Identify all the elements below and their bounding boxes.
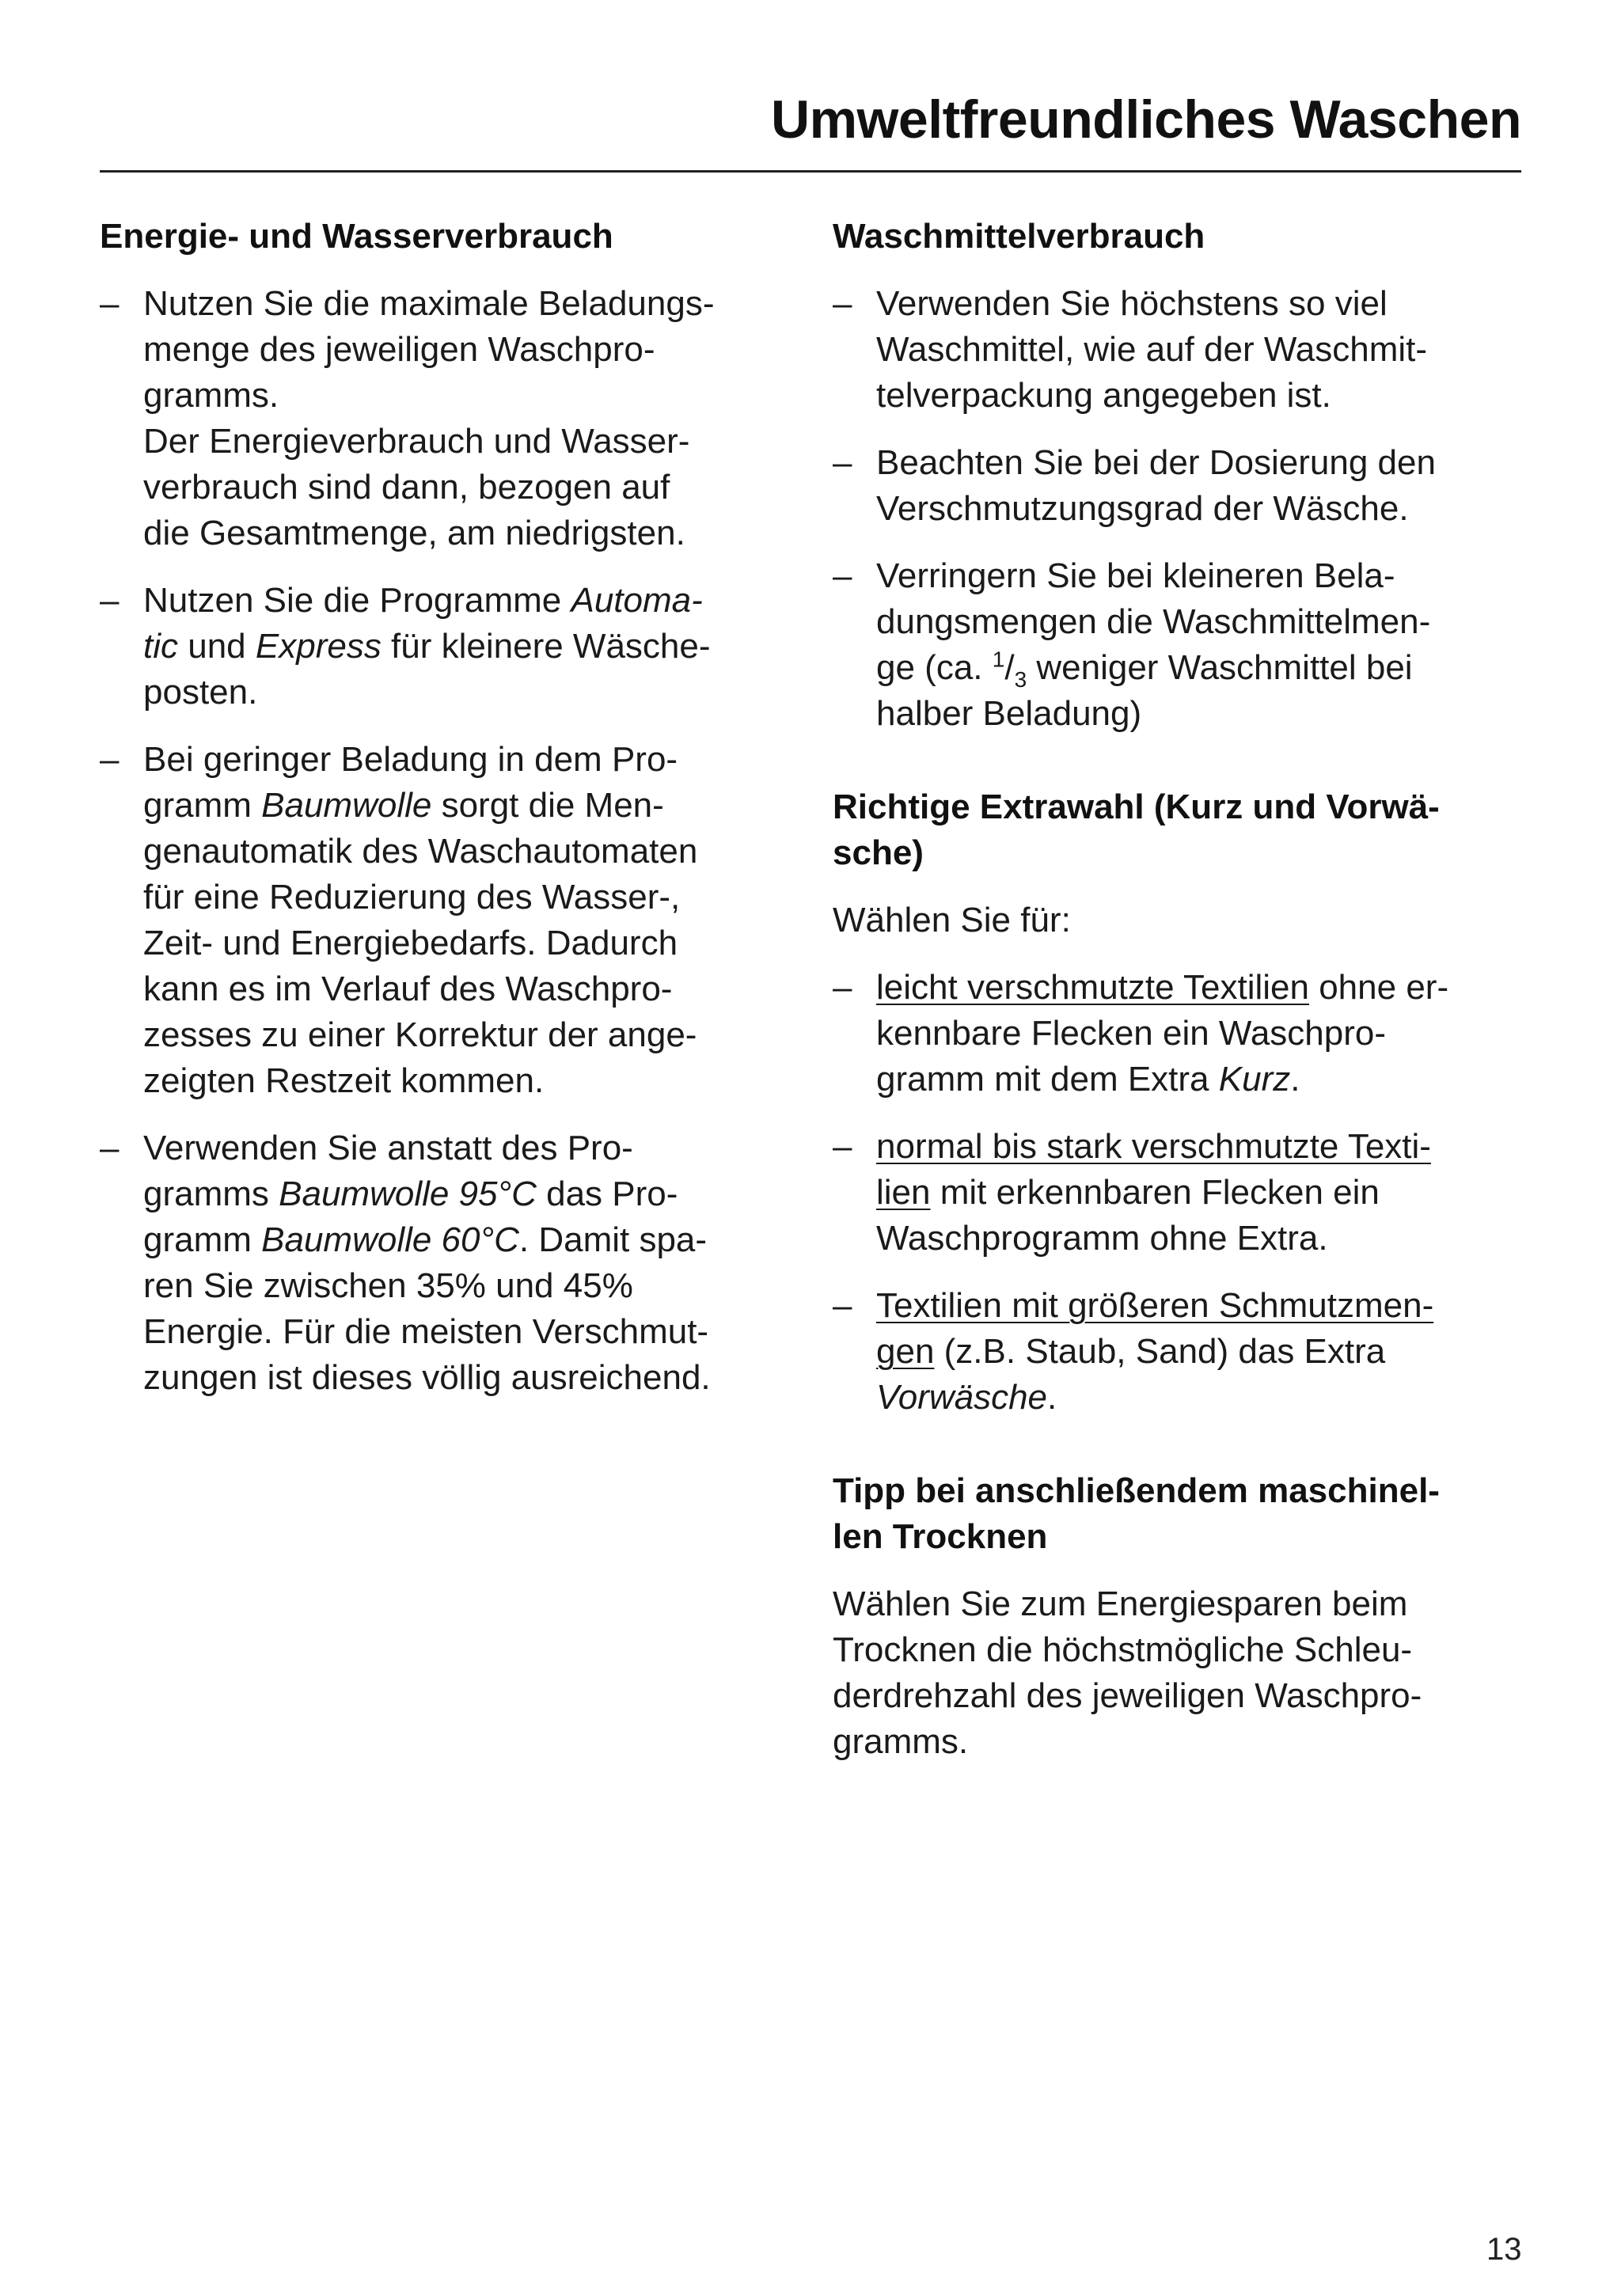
text-line: Verwenden Sie anstatt des Pro- <box>143 1129 633 1167</box>
section-title-waschmittel: Waschmittelverbrauch <box>833 217 1205 256</box>
dash-bullet: – <box>833 1286 852 1325</box>
text-segment: und <box>178 627 256 666</box>
text-line: die Gesamtmenge, am niedrigsten. <box>143 514 685 552</box>
text-line: zeigten Restzeit kommen. <box>143 1061 545 1100</box>
underlined-term: leicht verschmutzte Textilien <box>876 968 1309 1007</box>
text-line: Waschprogramm ohne Extra. <box>876 1219 1328 1258</box>
text-segment: mit erkennbaren Flecken ein <box>930 1173 1380 1212</box>
text-line: Verwenden Sie höchstens so viel <box>876 284 1388 323</box>
text-line: Verringern Sie bei kleineren Bela- <box>876 556 1395 595</box>
text-segment: sorgt die Men- <box>431 786 664 825</box>
text-line: Trocknen die höchstmögliche Schleu- <box>833 1630 1413 1669</box>
list-item <box>833 1283 1529 1421</box>
list-item <box>100 281 796 556</box>
fraction-slash: / <box>1004 648 1015 687</box>
list-item <box>833 1124 1529 1262</box>
energie-wasser-list <box>100 281 796 1401</box>
text-segment: für kleinere Wäsche- <box>381 627 711 666</box>
waschmittel-list <box>833 281 1529 737</box>
underlined-term: Textilien mit größeren Schmutzmen- <box>876 1286 1434 1325</box>
right-column <box>833 214 1529 1786</box>
underlined-term: normal bis stark verschmutzte Texti- <box>876 1127 1431 1166</box>
list-item <box>100 1125 796 1401</box>
text-line: Bei geringer Beladung in dem Pro- <box>143 740 678 779</box>
text-line: Verschmutzungsgrad der Wäsche. <box>876 489 1409 528</box>
text-segment: . <box>1047 1378 1057 1417</box>
text-segment: das Pro- <box>536 1175 678 1213</box>
dash-bullet: – <box>100 581 120 620</box>
text-line: ren Sie zwischen 35% und 45% <box>143 1266 633 1305</box>
page-number: 13 <box>1486 2232 1522 2267</box>
text-line: Wählen Sie zum Energiesparen beim <box>833 1584 1408 1623</box>
text-line: derdrehzahl des jeweiligen Waschpro- <box>833 1676 1422 1715</box>
section-title-energie-wasser: Energie- und Wasserverbrauch <box>100 217 613 256</box>
program-name: Express <box>255 627 382 666</box>
text-segment: gramm <box>143 786 262 825</box>
list-item <box>100 737 796 1104</box>
program-name: Baumwolle 95°C <box>279 1175 537 1213</box>
dash-bullet: – <box>833 1127 852 1166</box>
extra-name: Vorwäsche <box>876 1378 1048 1417</box>
dash-bullet: – <box>833 968 852 1007</box>
text-segment: . <box>1290 1060 1300 1099</box>
text-segment: (z.B. Staub, Sand) das Extra <box>934 1332 1386 1371</box>
text-segment: gramm <box>143 1220 262 1259</box>
section-title-trocknen-tipp <box>833 1468 1529 1560</box>
title-line: Richtige Extrawahl (Kurz und Vorwä- <box>833 787 1440 826</box>
fraction-denominator: 3 <box>1014 666 1027 692</box>
program-name: Baumwolle <box>261 786 432 825</box>
trocknen-tipp-text <box>833 1581 1529 1765</box>
text-line: zungen ist dieses völlig ausreichend. <box>143 1358 711 1397</box>
dash-bullet: – <box>833 556 852 595</box>
list-item <box>100 578 796 715</box>
text-line: Energie. Für die meisten Verschmut- <box>143 1312 709 1351</box>
page-title: Umweltfreundliches Waschen <box>770 89 1521 150</box>
underlined-term: gen <box>876 1332 935 1371</box>
text-segment: Nutzen Sie die Programme <box>143 581 571 620</box>
list-item <box>833 281 1529 419</box>
text-segment: gramms <box>143 1175 279 1213</box>
text-segment: ohne er- <box>1308 968 1449 1007</box>
text-line: Zeit- und Energiebedarfs. Dadurch <box>143 924 678 962</box>
text-line: Waschmittel, wie auf der Waschmit- <box>876 330 1428 369</box>
text-segment: ge (ca. <box>876 648 993 687</box>
text-line: posten. <box>143 673 258 712</box>
text-line: kennbare Flecken ein Waschpro- <box>876 1014 1387 1053</box>
left-column <box>100 214 796 1422</box>
dash-bullet: – <box>100 284 120 323</box>
text-segment: gramm mit dem Extra <box>876 1060 1219 1099</box>
text-line: gramms. <box>833 1722 969 1761</box>
title-line: len Trocknen <box>833 1517 1048 1556</box>
extra-name: Kurz <box>1218 1060 1291 1099</box>
text-line: für eine Reduzierung des Wasser-, <box>143 878 681 917</box>
list-item <box>833 440 1529 532</box>
program-name: Automa- <box>571 581 703 620</box>
program-name: tic <box>143 627 178 666</box>
title-line: Tipp bei anschließendem maschinel- <box>833 1471 1440 1510</box>
text-line: dungsmengen die Waschmittelmen- <box>876 602 1431 641</box>
dash-bullet: – <box>100 1129 120 1167</box>
text-segment: . Damit spa- <box>518 1220 708 1259</box>
text-line: verbrauch sind dann, bezogen auf <box>143 468 670 507</box>
underlined-term: lien <box>876 1173 931 1212</box>
text-line: telverpackung angegeben ist. <box>876 376 1331 415</box>
text-line: Nutzen Sie die maximale Beladungs- <box>143 284 715 323</box>
section-title-extrawahl <box>833 784 1529 876</box>
text-segment: weniger Waschmittel bei <box>1027 648 1413 687</box>
list-item <box>833 965 1529 1102</box>
fraction-numerator: 1 <box>992 647 1005 672</box>
dash-bullet: – <box>833 284 852 323</box>
text-line: zesses zu einer Korrektur der ange- <box>143 1015 697 1054</box>
text-line: genautomatik des Waschautomaten <box>143 832 698 871</box>
program-name: Baumwolle 60°C <box>261 1220 519 1259</box>
page-header <box>100 79 1521 173</box>
text-line: halber Beladung) <box>876 694 1142 733</box>
text-line: gramms. <box>143 376 279 415</box>
text-line: menge des jeweiligen Waschpro- <box>143 330 655 369</box>
dash-bullet: – <box>100 740 120 779</box>
extrawahl-list <box>833 965 1529 1421</box>
dash-bullet: – <box>833 443 852 482</box>
list-item <box>833 553 1529 737</box>
text-line: Der Energieverbrauch und Wasser- <box>143 422 690 461</box>
extrawahl-intro: Wählen Sie für: <box>833 901 1071 939</box>
title-line: sche) <box>833 833 924 872</box>
text-line: Beachten Sie bei der Dosierung den <box>876 443 1436 482</box>
text-line: kann es im Verlauf des Waschpro- <box>143 970 673 1008</box>
